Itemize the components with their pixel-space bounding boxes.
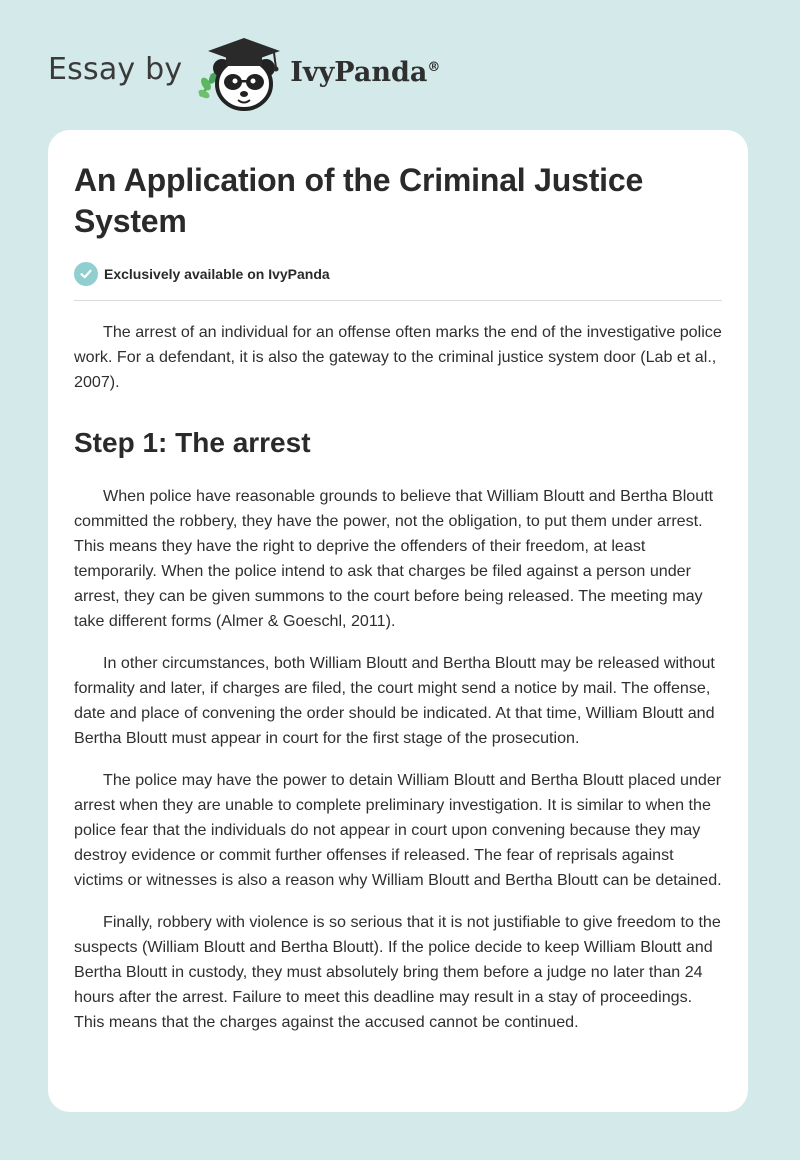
brand-name-text: IvyPanda bbox=[290, 56, 428, 88]
check-icon bbox=[74, 262, 98, 286]
essay-by-label: Essay by bbox=[48, 51, 183, 87]
article-card bbox=[48, 130, 748, 1112]
brand-name[interactable] bbox=[290, 57, 440, 88]
section-heading: Step 1: The arrest bbox=[74, 427, 311, 458]
site-header bbox=[48, 34, 440, 114]
body-paragraph: When police have reasonable grounds to believe that William Bloutt and Bertha Bloutt committed the robbery, they have the power, not the obligation, to put them under arrest. This means they have the right to deprive the offenders of their freedom, at least temporarily. When the police intend to ask that charges be filed against a person under arrest, they can be given summons to the court before being released. The meeting may take different forms (Almer & Goeschl, 2011). bbox=[74, 487, 714, 630]
body-paragraph: The police may have the power to detain William Bloutt and Bertha Bloutt placed under arrest when they are unable to complete preliminary investigation. It is similar to when the police fear that the individuals do not appear in court upon convening because they may destroy evidence or commit further offenses if released. The fear of reprisals against victims or witnesses is also a reason why William Bloutt and Bertha Bloutt can be detained. bbox=[74, 771, 722, 889]
registered-mark: ® bbox=[427, 59, 441, 75]
body-paragraph: In other circumstances, both William Bloutt and Bertha Bloutt may be released without formality and later, if charges are filed, the court might send a notice by mail. The offense, date and place of convening the order should be indicated. At that time, William Bloutt and Bertha Bloutt must appear in court for the first stage of the prosecution. bbox=[74, 654, 715, 747]
exclusive-badge bbox=[74, 262, 722, 301]
body-paragraph: Finally, robbery with violence is so serious that it is not justifiable to give freedom to the suspects (William Bloutt and Bertha Bloutt). If the police decide to keep William Bloutt and Bertha Bloutt in custody, they must absolutely bring them before a judge no later than 24 hours after the arrest. Failure to meet this deadline may result in a stay of proceedings. This means that the charges against the accused cannot be continued. bbox=[74, 913, 721, 1031]
intro-paragraph: The arrest of an individual for an offense often marks the end of the investigative police work. For a defendant, it is also the gateway to the criminal justice system door (Lab et al., 2007). bbox=[74, 323, 722, 391]
page-title: An Application of the Criminal Justice System bbox=[74, 162, 644, 239]
badge-label: Exclusively available on IvyPanda bbox=[104, 266, 330, 282]
panda-graduate-icon[interactable] bbox=[196, 34, 288, 114]
